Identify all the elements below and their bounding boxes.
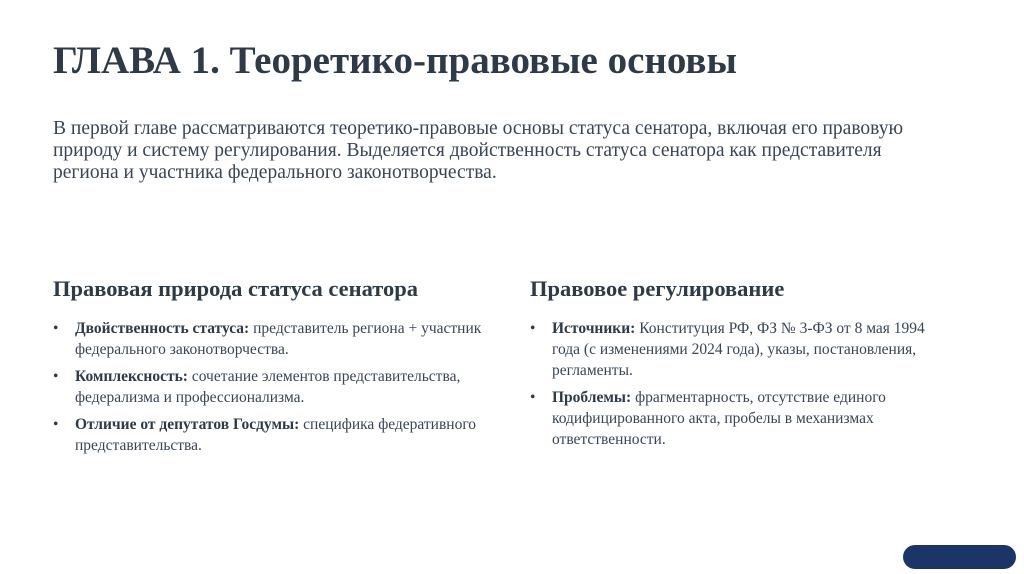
bullet-icon: • xyxy=(53,320,59,337)
list-item xyxy=(53,414,493,456)
intro-paragraph: В первой главе рассматриваются теоретико-правовые основы статуса сенатора, включая его правовую природу и систему регулирования. Выделяется двойственность статуса сенатора как представителя региона и участника федерального законотворчества. xyxy=(53,118,904,183)
left-bullet-list xyxy=(53,318,493,462)
bullet-icon: • xyxy=(53,416,59,433)
bullet-text: специфика федеративного представительства. xyxy=(75,416,477,454)
right-bullet-list xyxy=(530,318,950,456)
list-item xyxy=(53,366,493,408)
bullet-icon: • xyxy=(53,368,59,385)
bullet-text: Конституция РФ, ФЗ № 3-ФЗ от 8 мая 1994 года (с изменениями 2024 года), указы, постановления, регламенты. xyxy=(552,320,925,379)
bullet-label: Двойственность статуса: xyxy=(75,320,250,337)
bullet-icon: • xyxy=(530,320,536,337)
navigation-pill[interactable] xyxy=(903,545,1016,569)
list-item xyxy=(530,387,950,450)
bullet-text: представитель региона + участник федерального законотворчества. xyxy=(75,320,482,358)
list-item xyxy=(53,318,493,360)
list-item xyxy=(530,318,950,381)
bullet-label: Комплексность: xyxy=(75,368,188,385)
bullet-icon: • xyxy=(530,389,536,406)
bullet-text: фрагментарность, отсутствие единого кодифицированного акта, пробелы в механизмах ответственности. xyxy=(552,389,886,448)
right-column-heading: Правовое регулирование xyxy=(530,276,785,301)
bullet-label: Проблемы: xyxy=(552,389,632,406)
bullet-label: Отличие от депутатов Госдумы: xyxy=(75,416,300,433)
bullet-label: Источники: xyxy=(552,320,636,337)
left-column-heading: Правовая природа статуса сенатора xyxy=(53,276,419,301)
bullet-text: сочетание элементов представительства, федерализма и профессионализма. xyxy=(75,368,461,406)
slide-title: ГЛАВА 1. Теоретико-правовые основы xyxy=(53,39,737,82)
